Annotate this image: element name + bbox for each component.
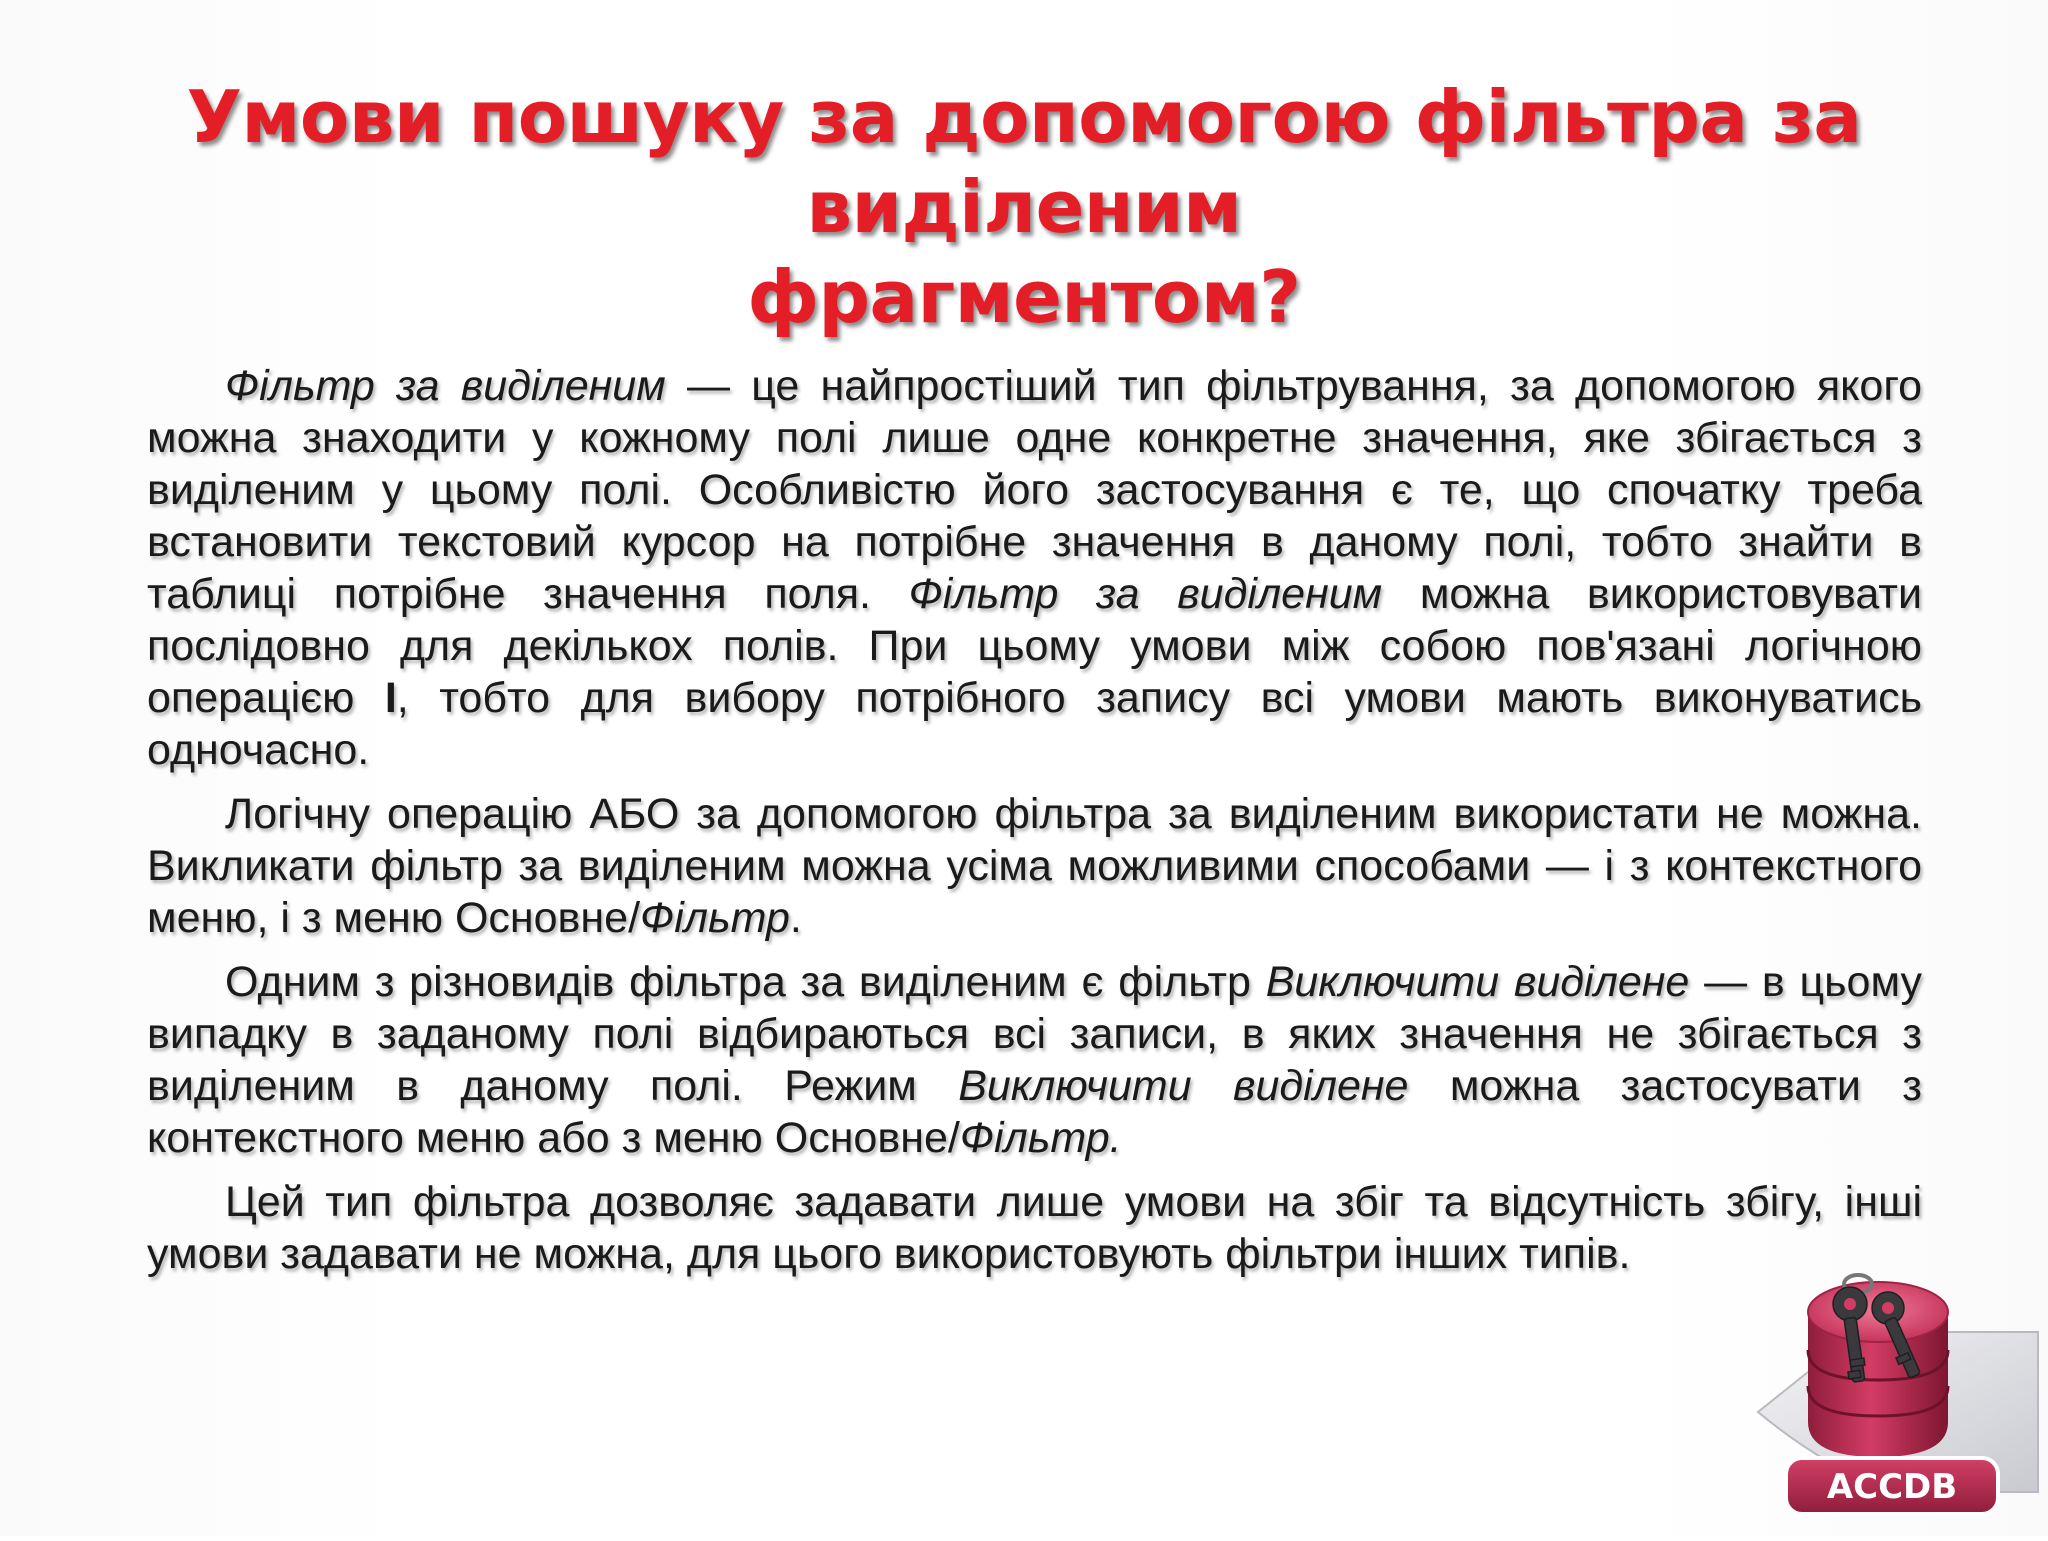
- accdb-badge: [1786, 1458, 1998, 1514]
- term-filter: Фільтр: [640, 894, 790, 942]
- paragraph-1-text-b: можна використовувати послідовно для декількох полів. При цьому умови між собою пов'язані логічною операцією: [147, 570, 1922, 722]
- paragraph-3-text-c: можна застосувати з контекстного меню або з меню Основне/: [147, 1062, 1923, 1162]
- paragraph-1-text-a: — це найпростіший тип фільтрування, за допомогою якого можна знаходити у кожному полі лише одне конкретне значення, яке збігається з виділеним у цьому полі. Особливістю його застосування є те, що спочатку треба встановити текстовий курсор на потрібне значення в даному полі, тобто знайти в таблиці потрібне значення поля.: [147, 362, 1922, 618]
- term-exclude-selection: Виключити виділене: [1265, 958, 1690, 1006]
- term-filter-by-selection: Фільтр за виділеним: [225, 362, 666, 410]
- slide-title: [60, 72, 1988, 342]
- paragraph-4: [147, 1176, 1922, 1280]
- slide-title-line-1: Умови пошуку за допомогою фільтра за виділеним: [186, 75, 1862, 249]
- accdb-logo: [1738, 1262, 2048, 1536]
- paragraph-4-text: Цей тип фільтра дозволяє задавати лише умови на збіг та відсутність збігу, інші умови задавати не можна, для цього використовують фільтри інших типів.: [147, 1178, 1922, 1278]
- logical-and-term: І: [384, 674, 397, 722]
- paragraph-3: [147, 956, 1922, 1164]
- paragraph-1-text-c: , тобто для вибору потрібного запису всі умови мають виконуватись одночасно.: [147, 674, 1922, 774]
- accdb-badge-label: ACCDB: [1826, 1467, 1958, 1507]
- term-exclude-selection: Виключити виділене: [958, 1062, 1409, 1110]
- accdb-database-keys-icon: [1738, 1262, 2048, 1536]
- paragraph-1: [147, 360, 1922, 776]
- term-filter-by-selection: Фільтр за виділеним: [908, 570, 1383, 618]
- paragraph-2-text-a: Логічну операцію АБО за допомогою фільтра за виділеним використати не можна. Викликати фільтр за виділеним можна усіма можливими способами — і з контекстного меню, і з меню Основне/: [147, 790, 1922, 942]
- paragraph-3-text-b: — в цьому випадку в заданому полі відбираються всі записи, в яких значення не збігається з виділеним в даному полі. Режим: [147, 958, 1922, 1110]
- paragraph-3-text-a: Одним з різновидів фільтра за виділеним є фільтр: [225, 958, 1266, 1006]
- paragraph-2-text-b: .: [789, 894, 802, 942]
- body-text: [147, 360, 1922, 1292]
- term-filter: Фільтр.: [959, 1114, 1122, 1162]
- slide-title-line-2: фрагментом?: [747, 255, 1301, 339]
- paragraph-2: [147, 788, 1922, 944]
